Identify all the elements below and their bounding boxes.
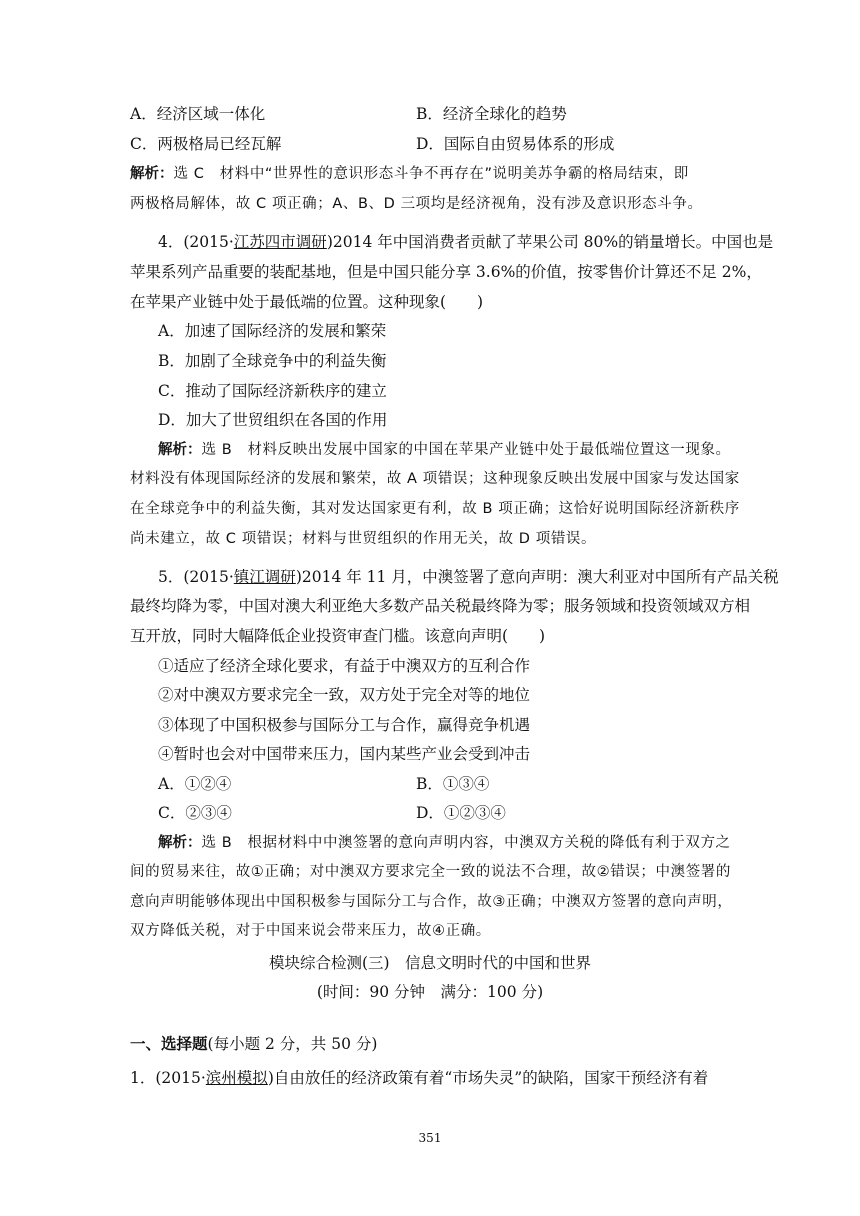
q5-stem-line-3: 互开放，同时大幅降低企业投资审查门槛。该意向声明( )	[130, 627, 546, 645]
q3-option-b: B．经济全球化的趋势	[416, 105, 567, 123]
q4-stem-line-3: 在苹果产业链中处于最低端的位置。这种现象( )	[130, 293, 484, 311]
explanation-label: 解析：	[130, 165, 174, 182]
q4-option-a: A．加速了国际经济的发展和繁荣	[158, 322, 387, 340]
section-title: 模块综合检测(三) 信息文明时代的中国和世界	[268, 954, 592, 972]
section-subtitle: (时间：90 分钟 满分：100 分)	[316, 983, 544, 1001]
q5-stem-line-1: 5．(2015·镇江调研)2014 年 11 月，中澳签署了意向声明：澳大利亚对中国所有产品关税	[158, 568, 779, 586]
q5-explanation-line-2: 间的贸易来往，故①正确；对中澳双方要求完全一致的说法不合理，故②错误；中澳签署的	[130, 864, 731, 880]
part-heading: 一、选择题(每小题 2 分，共 50 分)	[130, 1034, 378, 1053]
part-label: 一、选择题	[130, 1034, 208, 1053]
q3-explanation-line-2: 两极格局解体，故 C 项正确；A、B、D 三项均是经济视角，没有涉及意识形态斗争。	[130, 196, 703, 212]
q1-source: 滨州模拟	[205, 1069, 268, 1087]
q4-stem-line-2: 苹果系列产品重要的装配基地，但是中国只能分享 3.6%的价值，按零售价计算还不足 2%，	[130, 263, 762, 281]
q5-stem-line-2: 最终均降为零，中国对澳大利亚绝大多数产品关税最终降为零；服务领域和投资领域双方相	[130, 597, 751, 615]
q4-option-b: B．加剧了全球竞争中的利益失衡	[158, 352, 387, 370]
q4-explanation-line-1: 解析：选 B 材料反映出发展中国家的中国在苹果产业链中处于最低端位置这一现象。	[158, 441, 731, 458]
explanation-label: 解析：	[158, 441, 202, 458]
q5-explanation-line-3: 意向声明能够体现出中国积极参与国际分工与合作，故③正确；中澳双方签署的意向声明，	[130, 894, 733, 910]
q5-statement-2: ②对中澳双方要求完全一致，双方处于完全对等的地位	[158, 686, 531, 704]
q4-option-c: C．推动了国际经济新秩序的建立	[158, 382, 387, 400]
q5-option-c: C．②③④	[158, 804, 232, 822]
page-number: 351	[418, 1131, 442, 1145]
q3-option-c: C．两极格局已经瓦解	[130, 135, 282, 153]
q1-stem-line-1: 1．(2015·滨州模拟)自由放任的经济政策有着“市场失灵”的缺陷，国家干预经济有着	[130, 1069, 709, 1087]
q5-explanation-line-1: 解析：选 B 根据材料中中澳签署的意向声明内容，中澳双方关税的降低有利于双方之	[158, 834, 731, 851]
q4-stem-line-1: 4．(2015·江苏四市调研)2014 年中国消费者贡献了苹果公司 80%的销量增长。中国也是	[158, 233, 774, 251]
q5-statement-4: ④暂时也会对中国带来压力，国内某些产业会受到冲击	[158, 745, 531, 763]
q5-statement-3: ③体现了中国积极参与国际分工与合作，赢得竞争机遇	[158, 716, 531, 734]
q4-option-d: D．加大了世贸组织在各国的作用	[158, 411, 388, 429]
q5-option-b: B．①③④	[416, 775, 490, 793]
q3-option-d: D．国际自由贸易体系的形成	[416, 135, 615, 153]
q5-explanation-line-4: 双方降低关税，对于中国来说会带来压力，故④正确。	[130, 923, 491, 939]
q4-explanation-line-3: 在全球竞争中的利益失衡，其对发达国家更有利，故 B 项正确；这恰好说明国际经济新秩序	[130, 501, 740, 517]
q4-explanation-line-4: 尚未建立，故 C 项错误；材料与世贸组织的作用无关，故 D 项错误。	[130, 531, 597, 547]
q5-option-d: D．①②③④	[416, 804, 506, 822]
q5-option-a: A．①②④	[158, 775, 232, 793]
q3-explanation-line-1: 解析：选 C 材料中“世界性的意识形态斗争不再存在”说明美苏争霸的格局结束，即	[130, 165, 689, 182]
explanation-label: 解析：	[158, 834, 202, 851]
q4-explanation-line-2: 材料没有体现国际经济的发展和繁荣，故 A 项错误；这种现象反映出发展中国家与发达国家	[130, 471, 740, 487]
q5-source: 镇江调研	[233, 568, 296, 586]
q3-option-a: A．经济区域一体化	[130, 105, 266, 123]
q4-source: 江苏四市调研	[233, 233, 327, 251]
q5-statement-1: ①适应了经济全球化要求，有益于中澳双方的互利合作	[158, 657, 531, 675]
